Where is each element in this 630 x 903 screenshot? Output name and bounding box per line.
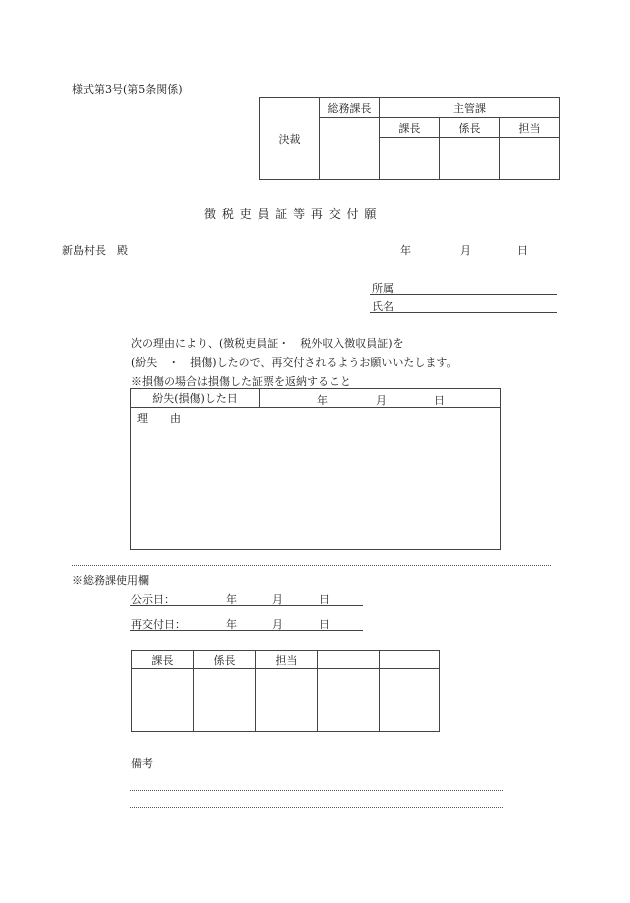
koji-year: 年 — [226, 593, 237, 606]
kakaricho-label: 係長 — [440, 118, 500, 138]
bikou-line-2[interactable] — [130, 807, 503, 808]
saikofu-label: 再交付日： — [131, 618, 186, 631]
bikou-line-1[interactable] — [130, 790, 503, 791]
loss-date-day: 日 — [434, 394, 445, 407]
shukan-ka-label: 主管課 — [380, 98, 560, 118]
saikofu-underline[interactable] — [130, 630, 363, 631]
addressee: 新島村長 殿 — [62, 244, 128, 257]
body-line-1: 次の理由により、(徴税吏員証・ 税外収入徴収員証)を — [131, 337, 404, 350]
separator-dotted — [72, 565, 551, 566]
loss-date-month: 月 — [376, 394, 387, 407]
office-tanto-stamp[interactable] — [256, 669, 318, 732]
loss-date-year: 年 — [317, 394, 328, 407]
date-month: 月 — [460, 244, 471, 257]
loss-date-field[interactable] — [260, 389, 501, 408]
reason-label: 理 由 — [137, 412, 181, 425]
shozoku-label: 所属 — [372, 282, 394, 295]
form-number: 様式第3号(第5条関係) — [72, 83, 183, 96]
koji-month: 月 — [272, 593, 283, 606]
office-blank-header-2 — [380, 651, 440, 669]
kacho-stamp[interactable] — [380, 138, 440, 180]
date-day: 日 — [517, 244, 528, 257]
document-title: 徴 税 吏 員 証 等 再 交 付 願 — [204, 207, 378, 221]
office-blank-stamp-1[interactable] — [318, 669, 380, 732]
shozoku-underline[interactable] — [370, 294, 557, 295]
kessai-label: 決裁 — [260, 98, 320, 180]
kacho-label: 課長 — [380, 118, 440, 138]
office-blank-stamp-2[interactable] — [380, 669, 440, 732]
office-tanto-label: 担当 — [256, 651, 318, 669]
body-note: ※損傷の場合は損傷した証票を返納すること — [131, 375, 351, 388]
koji-label: 公示日： — [131, 593, 175, 606]
reason-field[interactable] — [131, 408, 501, 550]
shimei-underline[interactable] — [370, 312, 557, 313]
office-kacho-stamp[interactable] — [132, 669, 194, 732]
office-stamp-table — [131, 650, 440, 732]
date-year: 年 — [400, 244, 411, 257]
kakaricho-stamp[interactable] — [440, 138, 500, 180]
loss-date-label: 紛失(損傷)した日 — [131, 389, 260, 408]
office-kakaricho-label: 係長 — [194, 651, 256, 669]
body-line-2: (紛失 ・ 損傷)したので、再交付されるようお願いいたします。 — [131, 356, 458, 369]
saikofu-year: 年 — [226, 618, 237, 631]
office-blank-header-1 — [318, 651, 380, 669]
approval-table — [259, 97, 560, 180]
koji-day: 日 — [319, 593, 330, 606]
saikofu-month: 月 — [272, 618, 283, 631]
shimei-label: 氏名 — [372, 300, 394, 313]
bikou-label: 備考 — [131, 757, 153, 770]
saikofu-day: 日 — [319, 618, 330, 631]
office-use-heading: ※総務課使用欄 — [72, 574, 149, 587]
soumu-kacho-stamp[interactable] — [320, 118, 380, 180]
tanto-stamp[interactable] — [500, 138, 560, 180]
office-kakaricho-stamp[interactable] — [194, 669, 256, 732]
soumu-kacho-label: 総務課長 — [320, 98, 380, 118]
loss-table — [130, 388, 501, 550]
koji-underline[interactable] — [130, 605, 363, 606]
tanto-label: 担当 — [500, 118, 560, 138]
office-kacho-label: 課長 — [132, 651, 194, 669]
